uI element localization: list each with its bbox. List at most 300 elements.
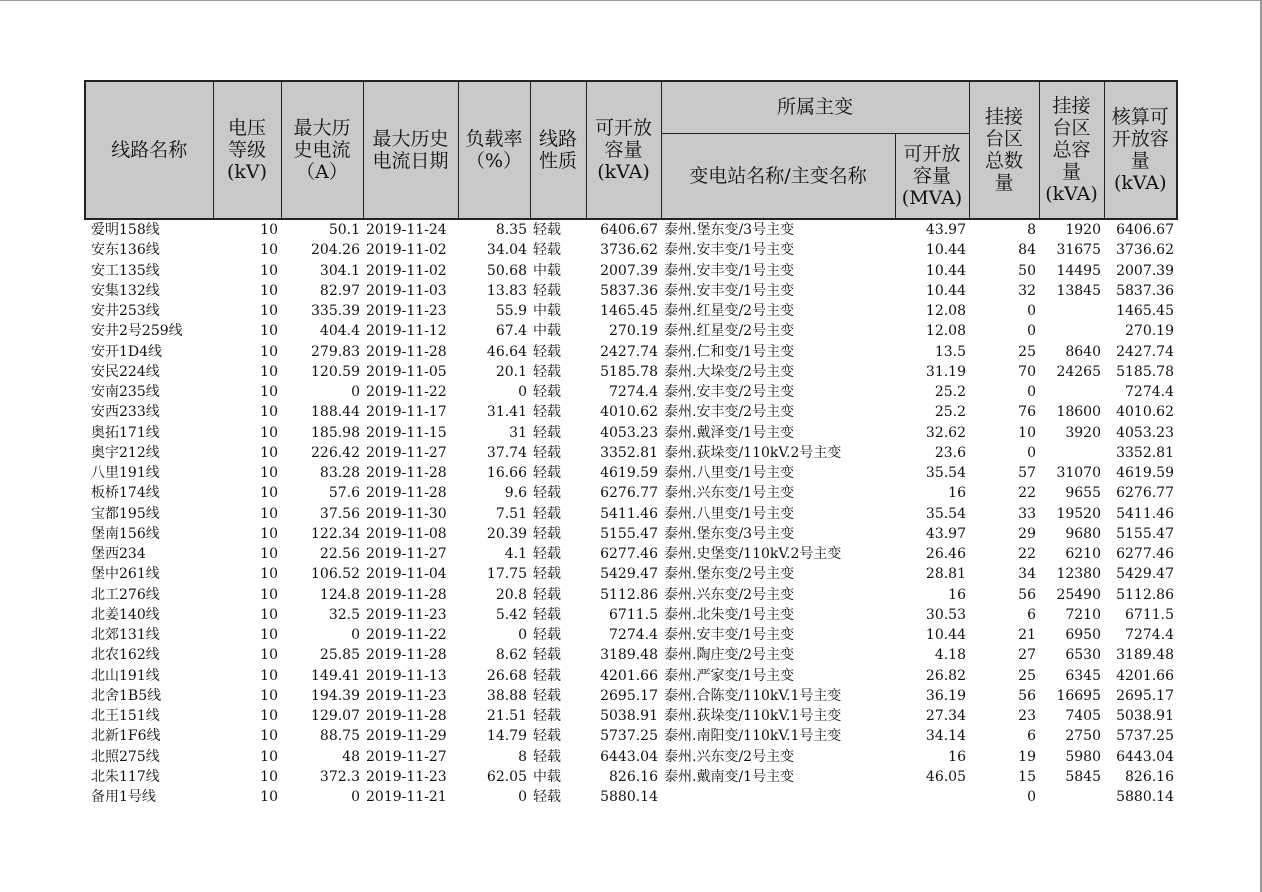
- cell-open-capacity: 2695.17: [600, 687, 658, 704]
- header-transformer-group: 所属主变: [661, 81, 969, 133]
- cell-dist-count: 22: [1018, 546, 1036, 563]
- table-row: [85, 423, 1177, 443]
- cell-line-type: 轻载: [533, 424, 561, 441]
- cell-load-rate: 20.8: [495, 586, 527, 603]
- cell-max-current-date: 2019-11-22: [366, 627, 447, 644]
- cell-line-name: 板桥174线: [91, 485, 160, 502]
- cell-trans-open-capacity: 30.53: [925, 606, 966, 623]
- cell-dist-capacity: [1039, 382, 1104, 402]
- cell-line-name: 堡中261线: [91, 566, 160, 583]
- cell-open-capacity: 5185.78: [600, 363, 658, 380]
- cell-dist-capacity: 9680: [1065, 525, 1101, 542]
- cell-open-capacity: 826.16: [609, 768, 658, 785]
- cell-voltage: 10: [260, 789, 278, 806]
- cell-line-type: 轻载: [533, 525, 561, 542]
- header-trans-open-capacity: 可开放 容量 (MVA): [895, 133, 969, 219]
- cell-load-rate: 50.68: [486, 262, 527, 279]
- cell-voltage: 10: [260, 485, 278, 502]
- cell-line-type: 轻载: [533, 586, 561, 603]
- cell-trans-open-capacity: 46.05: [925, 768, 966, 785]
- cell-dist-capacity: 2750: [1065, 728, 1101, 745]
- cell-station-name: 泰州.荻垛变/110kV.2号主变: [664, 444, 842, 461]
- cell-max-current: 335.39: [311, 303, 360, 320]
- header-dist-capacity: 挂接 台区 总容 量 (kVA): [1039, 81, 1104, 219]
- header-check-capacity: 核算可 开放容 量 (kVA): [1104, 81, 1177, 219]
- table-row: [85, 625, 1177, 645]
- cell-trans-open-capacity: 16: [948, 586, 966, 603]
- cell-max-current-date: 2019-11-02: [366, 242, 447, 259]
- table-row: [85, 726, 1177, 746]
- cell-line-type: 轻载: [533, 505, 561, 522]
- cell-max-current: 22.56: [319, 546, 360, 563]
- cell-max-current: 50.1: [328, 222, 360, 239]
- cell-line-name: 北王151线: [91, 708, 160, 725]
- cell-dist-capacity: 5845: [1065, 768, 1101, 785]
- cell-open-capacity: 4201.66: [600, 667, 658, 684]
- cell-dist-count: 6: [1027, 606, 1036, 623]
- cell-dist-capacity: 6210: [1065, 546, 1101, 563]
- table-row: [85, 342, 1177, 362]
- cell-line-type: 轻载: [533, 444, 561, 461]
- cell-trans-open-capacity: 10.44: [925, 282, 966, 299]
- cell-load-rate: 20.1: [495, 363, 527, 380]
- cell-voltage: 10: [260, 728, 278, 745]
- cell-voltage: 10: [260, 768, 278, 785]
- table-row: [85, 463, 1177, 483]
- cell-line-type: 轻载: [533, 546, 561, 563]
- cell-dist-count: 8: [1027, 222, 1036, 239]
- header-max-current-date: 最大历史 电流日期: [363, 81, 458, 219]
- cell-station-name: 泰州.合陈变/110kV.1号主变: [664, 687, 842, 704]
- cell-dist-capacity: 9655: [1065, 485, 1101, 502]
- table-row: [85, 504, 1177, 524]
- cell-voltage: 10: [260, 606, 278, 623]
- cell-station-name: 泰州.荻垛变/110kV.1号主变: [664, 708, 842, 725]
- cell-trans-open-capacity: 32.62: [925, 424, 966, 441]
- cell-dist-count: 0: [1027, 789, 1036, 806]
- cell-max-current: 185.98: [311, 424, 360, 441]
- cell-station-name: [661, 787, 895, 807]
- cell-line-name: 北朱117线: [91, 768, 160, 785]
- cell-max-current-date: 2019-11-27: [366, 748, 447, 765]
- cell-station-name: 泰州.安丰变/2号主变: [664, 384, 795, 401]
- cell-max-current-date: 2019-11-28: [366, 708, 447, 725]
- cell-max-current-date: 2019-11-24: [366, 222, 447, 239]
- table-body: [85, 219, 1177, 807]
- cell-trans-open-capacity: 34.14: [925, 728, 966, 745]
- cell-open-capacity: 6276.77: [600, 485, 658, 502]
- cell-line-name: 北姜140线: [91, 606, 160, 623]
- cell-line-type: 轻载: [533, 282, 561, 299]
- cell-line-name: 安开1D4线: [91, 343, 163, 360]
- cell-line-type: 轻载: [533, 789, 561, 806]
- table-row: [85, 645, 1177, 665]
- cell-load-rate: 13.83: [486, 282, 527, 299]
- header-line-type: 线路 性质: [530, 81, 586, 219]
- cell-open-capacity: 1465.45: [600, 303, 658, 320]
- cell-line-name: 安井2号259线: [91, 323, 183, 340]
- line-capacity-table: [84, 80, 1178, 807]
- cell-dist-count: 25: [1018, 343, 1036, 360]
- cell-max-current-date: 2019-11-29: [366, 728, 447, 745]
- cell-line-name: 安南235线: [91, 384, 160, 401]
- header-open-capacity: 可开放 容量 (kVA): [586, 81, 661, 219]
- cell-max-current: 304.1: [319, 262, 360, 279]
- cell-max-current: 194.39: [311, 687, 360, 704]
- cell-trans-open-capacity: 12.08: [925, 303, 966, 320]
- cell-voltage: 10: [260, 667, 278, 684]
- table-row: [85, 301, 1177, 321]
- cell-max-current: 48: [342, 748, 360, 765]
- cell-check-capacity: 826.16: [1125, 768, 1174, 785]
- table-row: [85, 321, 1177, 341]
- cell-voltage: 10: [260, 242, 278, 259]
- cell-dist-count: 57: [1018, 465, 1036, 482]
- cell-load-rate: 37.74: [486, 444, 527, 461]
- table-row: [85, 443, 1177, 463]
- page-border-top: [0, 0, 1262, 1]
- cell-check-capacity: 6443.04: [1116, 748, 1174, 765]
- cell-check-capacity: 6276.77: [1116, 485, 1174, 502]
- cell-line-name: 备用1号线: [91, 789, 156, 806]
- cell-check-capacity: 5038.91: [1116, 708, 1174, 725]
- cell-open-capacity: 4619.59: [600, 465, 658, 482]
- cell-trans-open-capacity: 16: [948, 748, 966, 765]
- cell-dist-capacity: 25490: [1056, 586, 1101, 603]
- cell-load-rate: 0: [518, 789, 527, 806]
- cell-load-rate: 67.4: [495, 323, 527, 340]
- cell-max-current-date: 2019-11-28: [366, 485, 447, 502]
- cell-voltage: 10: [260, 525, 278, 542]
- cell-dist-capacity: 31675: [1056, 242, 1101, 259]
- table-row: [85, 747, 1177, 767]
- header-line-name: 线路名称: [85, 81, 213, 219]
- cell-max-current-date: 2019-11-28: [366, 465, 447, 482]
- cell-voltage: 10: [260, 282, 278, 299]
- cell-voltage: 10: [260, 465, 278, 482]
- cell-trans-open-capacity: 13.5: [934, 343, 966, 360]
- cell-voltage: 10: [260, 546, 278, 563]
- cell-line-name: 安集132线: [91, 282, 160, 299]
- cell-trans-open-capacity: 35.54: [925, 505, 966, 522]
- cell-open-capacity: 5429.47: [600, 566, 658, 583]
- cell-open-capacity: 5737.25: [600, 728, 658, 745]
- cell-check-capacity: 7274.4: [1125, 384, 1174, 401]
- cell-line-name: 宝都195线: [91, 505, 160, 522]
- cell-dist-count: 84: [1018, 242, 1036, 259]
- cell-line-type: 轻载: [533, 566, 561, 583]
- cell-line-name: 北舍1B5线: [91, 687, 162, 704]
- cell-line-type: 轻载: [533, 627, 561, 644]
- cell-dist-count: 70: [1018, 363, 1036, 380]
- cell-max-current: 88.75: [319, 728, 360, 745]
- cell-check-capacity: 5429.47: [1116, 566, 1174, 583]
- cell-max-current: 279.83: [311, 343, 360, 360]
- cell-open-capacity: 6711.5: [609, 606, 658, 623]
- cell-voltage: 10: [260, 262, 278, 279]
- cell-check-capacity: 4010.62: [1116, 404, 1174, 421]
- cell-max-current: 83.28: [319, 465, 360, 482]
- cell-station-name: 泰州.戴南变/1号主变: [664, 768, 795, 785]
- cell-station-name: 泰州.兴东变/2号主变: [664, 748, 795, 765]
- cell-max-current-date: 2019-11-03: [366, 282, 447, 299]
- cell-load-rate: 46.64: [486, 343, 527, 360]
- table-row: [85, 767, 1177, 787]
- cell-check-capacity: 270.19: [1125, 323, 1174, 340]
- cell-max-current-date: 2019-11-28: [366, 647, 447, 664]
- table-header: [85, 81, 1177, 219]
- cell-station-name: 泰州.八里变/1号主变: [664, 505, 795, 522]
- cell-dist-capacity: 13845: [1056, 282, 1101, 299]
- cell-load-rate: 31: [509, 424, 527, 441]
- cell-max-current-date: 2019-11-15: [366, 424, 447, 441]
- cell-max-current: 188.44: [311, 404, 360, 421]
- cell-station-name: 泰州.兴东变/1号主变: [664, 485, 795, 502]
- cell-line-name: 奥拓171线: [91, 424, 160, 441]
- cell-dist-capacity: 16695: [1056, 687, 1101, 704]
- cell-line-name: 北郊131线: [91, 627, 160, 644]
- table-row: [85, 585, 1177, 605]
- cell-line-type: 中载: [533, 262, 561, 279]
- cell-dist-capacity: 3920: [1065, 424, 1101, 441]
- cell-load-rate: 20.39: [486, 525, 527, 542]
- cell-dist-capacity: [1039, 443, 1104, 463]
- cell-load-rate: 8.62: [495, 647, 527, 664]
- cell-max-current: 124.8: [319, 586, 360, 603]
- cell-line-name: 北照275线: [91, 748, 160, 765]
- cell-check-capacity: 1465.45: [1116, 303, 1174, 320]
- cell-line-name: 北山191线: [91, 667, 160, 684]
- cell-check-capacity: 2007.39: [1116, 262, 1174, 279]
- cell-load-rate: 9.6: [504, 485, 527, 502]
- cell-max-current: 204.26: [311, 242, 360, 259]
- cell-max-current-date: 2019-11-30: [366, 505, 447, 522]
- table-row: [85, 686, 1177, 706]
- cell-line-type: 轻载: [533, 728, 561, 745]
- cell-voltage: 10: [260, 444, 278, 461]
- table-row: [85, 483, 1177, 503]
- cell-station-name: 泰州.兴东变/2号主变: [664, 586, 795, 603]
- cell-dist-count: 19: [1018, 748, 1036, 765]
- cell-station-name: 泰州.堡东变/2号主变: [664, 566, 795, 583]
- cell-line-name: 北农162线: [91, 647, 160, 664]
- cell-line-type: 轻载: [533, 485, 561, 502]
- cell-check-capacity: 6711.5: [1125, 606, 1174, 623]
- cell-trans-open-capacity: 26.46: [925, 546, 966, 563]
- cell-station-name: 泰州.红星变/2号主变: [664, 323, 795, 340]
- cell-load-rate: 8: [518, 748, 527, 765]
- cell-max-current-date: 2019-11-21: [366, 789, 447, 806]
- cell-line-name: 堡西234: [91, 546, 146, 563]
- cell-voltage: 10: [260, 586, 278, 603]
- cell-check-capacity: 6277.46: [1116, 546, 1174, 563]
- cell-open-capacity: 4010.62: [600, 404, 658, 421]
- cell-dist-capacity: 12380: [1056, 566, 1101, 583]
- cell-load-rate: 34.04: [486, 242, 527, 259]
- cell-dist-count: 21: [1018, 627, 1036, 644]
- cell-voltage: 10: [260, 323, 278, 340]
- cell-open-capacity: 3189.48: [600, 647, 658, 664]
- cell-check-capacity: 3736.62: [1116, 242, 1174, 259]
- cell-line-name: 北新1F6线: [91, 728, 161, 745]
- cell-max-current: 404.4: [319, 323, 360, 340]
- cell-voltage: 10: [260, 222, 278, 239]
- cell-dist-capacity: 19520: [1056, 505, 1101, 522]
- header-load-rate: 负载率 （%）: [458, 81, 530, 219]
- cell-check-capacity: 5112.86: [1116, 586, 1174, 603]
- cell-voltage: 10: [260, 647, 278, 664]
- cell-max-current-date: 2019-11-04: [366, 566, 447, 583]
- cell-dist-capacity: 24265: [1056, 363, 1101, 380]
- cell-max-current: 372.3: [319, 768, 360, 785]
- cell-station-name: 泰州.安丰变/1号主变: [664, 242, 795, 259]
- cell-check-capacity: 2427.74: [1116, 343, 1174, 360]
- cell-dist-capacity: 6530: [1065, 647, 1101, 664]
- cell-open-capacity: 7274.4: [609, 384, 658, 401]
- cell-dist-count: 34: [1018, 566, 1036, 583]
- cell-dist-capacity: 5980: [1065, 748, 1101, 765]
- table-row: [85, 564, 1177, 584]
- cell-max-current-date: 2019-11-12: [366, 323, 447, 340]
- cell-trans-open-capacity: 25.2: [934, 404, 966, 421]
- cell-voltage: 10: [260, 303, 278, 320]
- cell-line-type: 轻载: [533, 404, 561, 421]
- cell-max-current-date: 2019-11-22: [366, 384, 447, 401]
- cell-line-type: 中载: [533, 323, 561, 340]
- cell-open-capacity: 5155.47: [600, 525, 658, 542]
- cell-trans-open-capacity: 26.82: [925, 667, 966, 684]
- cell-voltage: 10: [260, 363, 278, 380]
- cell-check-capacity: 4201.66: [1116, 667, 1174, 684]
- cell-station-name: 泰州.安丰变/1号主变: [664, 262, 795, 279]
- cell-check-capacity: 2695.17: [1116, 687, 1174, 704]
- cell-dist-count: 25: [1018, 667, 1036, 684]
- header-station-name: 变电站名称/主变名称: [661, 133, 895, 219]
- cell-check-capacity: 5185.78: [1116, 363, 1174, 380]
- cell-max-current: 0: [351, 789, 360, 806]
- cell-open-capacity: 2007.39: [600, 262, 658, 279]
- cell-station-name: 泰州.北朱变/1号主变: [664, 606, 795, 623]
- cell-line-type: 轻载: [533, 748, 561, 765]
- cell-trans-open-capacity: 10.44: [925, 627, 966, 644]
- cell-line-type: 轻载: [533, 343, 561, 360]
- cell-check-capacity: 3189.48: [1116, 647, 1174, 664]
- cell-open-capacity: 5837.36: [600, 282, 658, 299]
- cell-line-name: 爱明158线: [91, 222, 160, 239]
- table-row: [85, 261, 1177, 281]
- cell-max-current: 82.97: [319, 282, 360, 299]
- cell-voltage: 10: [260, 748, 278, 765]
- cell-load-rate: 38.88: [486, 687, 527, 704]
- cell-station-name: 泰州.严家变/1号主变: [664, 667, 795, 684]
- cell-dist-count: 0: [1027, 303, 1036, 320]
- cell-station-name: 泰州.红星变/2号主变: [664, 303, 795, 320]
- cell-open-capacity: 4053.23: [600, 424, 658, 441]
- cell-load-rate: 31.41: [486, 404, 527, 421]
- spreadsheet: [84, 80, 1178, 807]
- cell-trans-open-capacity: 23.6: [934, 444, 966, 461]
- cell-dist-capacity: 14495: [1056, 262, 1101, 279]
- table-row: [85, 544, 1177, 564]
- cell-dist-capacity: 6345: [1065, 667, 1101, 684]
- cell-voltage: 10: [260, 505, 278, 522]
- cell-line-name: 八里191线: [91, 465, 160, 482]
- cell-max-current-date: 2019-11-27: [366, 444, 447, 461]
- cell-check-capacity: 5411.46: [1116, 505, 1174, 522]
- cell-line-type: 轻载: [533, 222, 561, 239]
- cell-voltage: 10: [260, 384, 278, 401]
- cell-trans-open-capacity: 31.19: [925, 363, 966, 380]
- cell-trans-open-capacity: 43.97: [925, 222, 966, 239]
- header-dist-count: 挂接 台区 总数 量: [969, 81, 1039, 219]
- cell-load-rate: 4.1: [504, 546, 527, 563]
- cell-voltage: 10: [260, 424, 278, 441]
- cell-line-name: 安东136线: [91, 242, 160, 259]
- cell-line-name: 奥宇212线: [91, 444, 160, 461]
- header-voltage: 电压 等级 (kV): [213, 81, 281, 219]
- cell-check-capacity: 4053.23: [1116, 424, 1174, 441]
- cell-open-capacity: 7274.4: [609, 627, 658, 644]
- cell-max-current-date: 2019-11-23: [366, 303, 447, 320]
- cell-max-current: 0: [351, 627, 360, 644]
- cell-open-capacity: 5112.86: [600, 586, 658, 603]
- cell-line-type: 轻载: [533, 242, 561, 259]
- cell-station-name: 泰州.大垛变/2号主变: [664, 363, 795, 380]
- cell-check-capacity: 5737.25: [1116, 728, 1174, 745]
- cell-load-rate: 17.75: [486, 566, 527, 583]
- cell-max-current: 149.41: [311, 667, 360, 684]
- cell-max-current: 57.6: [328, 485, 360, 502]
- cell-station-name: 泰州.陶庄变/2号主变: [664, 647, 795, 664]
- cell-trans-open-capacity: 36.19: [925, 687, 966, 704]
- cell-trans-open-capacity: 43.97: [925, 525, 966, 542]
- cell-station-name: 泰州.安丰变/2号主变: [664, 404, 795, 421]
- cell-max-current-date: 2019-11-02: [366, 262, 447, 279]
- cell-station-name: 泰州.堡东变/3号主变: [664, 222, 795, 239]
- cell-max-current-date: 2019-11-23: [366, 768, 447, 785]
- cell-open-capacity: 3352.81: [600, 444, 658, 461]
- cell-trans-open-capacity: 12.08: [925, 323, 966, 340]
- cell-line-type: 轻载: [533, 465, 561, 482]
- cell-dist-capacity: 7210: [1065, 606, 1101, 623]
- cell-dist-count: 32: [1018, 282, 1036, 299]
- cell-check-capacity: 4619.59: [1116, 465, 1174, 482]
- cell-trans-open-capacity: 35.54: [925, 465, 966, 482]
- cell-open-capacity: 6277.46: [600, 546, 658, 563]
- cell-trans-open-capacity: 28.81: [925, 566, 966, 583]
- cell-max-current: 37.56: [319, 505, 360, 522]
- cell-line-type: 中载: [533, 768, 561, 785]
- cell-line-name: 安工135线: [91, 262, 160, 279]
- cell-load-rate: 8.35: [495, 222, 527, 239]
- cell-dist-capacity: 7405: [1065, 708, 1101, 725]
- cell-load-rate: 7.51: [495, 505, 527, 522]
- cell-load-rate: 26.68: [486, 667, 527, 684]
- table-row: [85, 362, 1177, 382]
- cell-dist-count: 29: [1018, 525, 1036, 542]
- cell-open-capacity: 6443.04: [600, 748, 658, 765]
- cell-dist-capacity: 1920: [1065, 222, 1101, 239]
- cell-dist-count: 22: [1018, 485, 1036, 502]
- table-row: [85, 240, 1177, 260]
- cell-dist-count: 15: [1018, 768, 1036, 785]
- cell-max-current: 106.52: [311, 566, 360, 583]
- cell-dist-capacity: 31070: [1056, 465, 1101, 482]
- cell-check-capacity: 5155.47: [1116, 525, 1174, 542]
- cell-max-current: 122.34: [311, 525, 360, 542]
- cell-load-rate: 0: [518, 384, 527, 401]
- cell-max-current: 129.07: [311, 708, 360, 725]
